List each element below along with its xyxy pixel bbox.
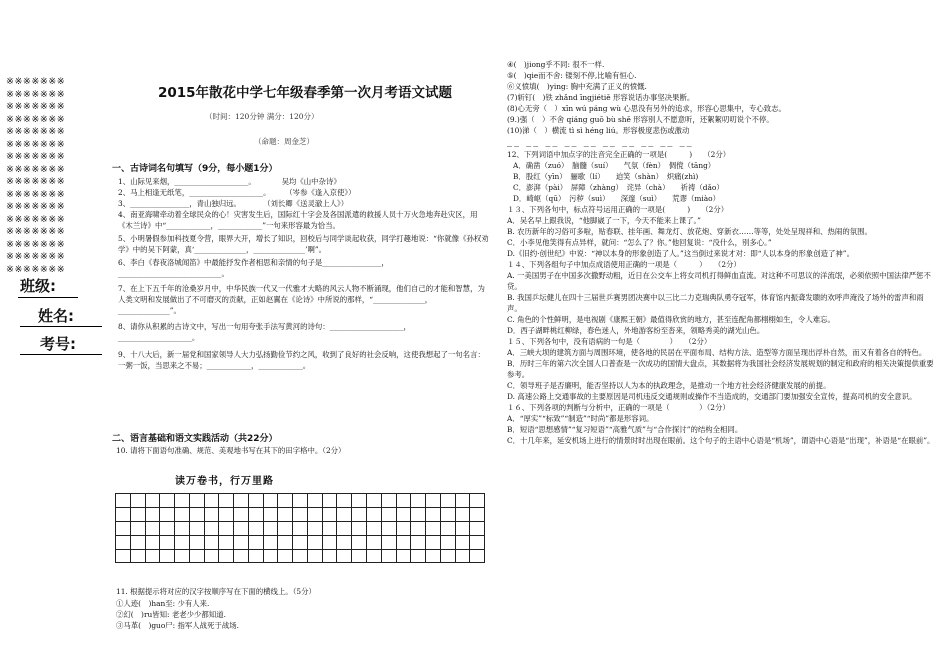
grid-cell[interactable] (470, 549, 485, 563)
question-11: 11. 根据提示将对应的汉字按顺序写在下面的横线上。（5分） (116, 587, 316, 596)
q13-option: B. 农历新年的习俗可多啦，贴春联、挂年画、舞龙灯、放花炮、穿新衣……等等，处处呈现祥和、热闹的氛围。 (507, 227, 872, 236)
grid-cell[interactable] (146, 549, 161, 563)
grid-cell[interactable] (308, 549, 323, 563)
question-14: １４、下列各组句子中加点成语使用正确的一项是（ ） （2分） (507, 260, 741, 269)
section1-heading: 一、古诗词名句填写（9分，每小题1分） (112, 164, 278, 174)
pattern-row: ※※※※※※※ (6, 138, 66, 150)
grid-cell[interactable] (293, 507, 308, 521)
grid-cell[interactable] (470, 507, 485, 521)
q13-option: A．吴名早上跟我说，“他脚崴了一下，今天不能来上课了。” (507, 216, 701, 225)
q11-item: (10)涕（ ）横流 tì sì héng liú。形容极度悲伤或激动 (507, 126, 690, 135)
grid-cell[interactable] (411, 493, 426, 507)
q14-option: B. 我国乒坛健儿在四十三届世乒赛男团决赛中以三比二力克瑞典队勇夺冠军，体育馆内振聋发聩的欢呼声淹没了场外的雷声和雨声。 (507, 293, 924, 313)
grid-cell[interactable] (175, 535, 190, 549)
grid-cell[interactable] (367, 549, 382, 563)
grid-cell[interactable] (293, 493, 308, 507)
grid-cell[interactable] (308, 493, 323, 507)
grid-cell[interactable] (131, 535, 146, 549)
grid-cell[interactable] (190, 521, 205, 535)
grid-cell[interactable] (205, 549, 220, 563)
q14-option: C. 角色的个性鲜明，是电视剧《康熙王朝》最值得欣赏的地方，甚至连配角都栩栩如生，令人难忘。 (507, 315, 835, 324)
question-1: 1、山际见来烟，____________________。 吴均《山中杂诗》 (118, 177, 341, 186)
grid-cell[interactable] (116, 549, 131, 563)
grid-cell[interactable] (249, 521, 264, 535)
q12-option: C．澎湃（pài） 屏障（zhàng） 诧异（chà） 祈祷（dǎo） (513, 183, 724, 192)
grid-cell[interactable] (352, 507, 367, 521)
grid-cell[interactable] (264, 535, 279, 549)
section2-heading: 二、语言基础和语文实践活动（共22分） (112, 434, 278, 444)
grid-cell[interactable] (456, 493, 471, 507)
q11-item: ④( )jiong乎不同: 很不一样. (507, 60, 605, 69)
grid-cell[interactable] (205, 535, 220, 549)
grid-cell[interactable] (116, 535, 131, 549)
grid-row (115, 521, 485, 535)
grid-cell[interactable] (264, 521, 279, 535)
grid-cell[interactable] (426, 549, 441, 563)
grid-cell[interactable] (426, 535, 441, 549)
grid-cell[interactable] (456, 535, 471, 549)
grid-cell[interactable] (470, 493, 485, 507)
q16-option: B．短语“思想感情”“复习短语”“高雅气质”与“合作探讨”的结构全相同。 (507, 425, 743, 434)
grid-cell[interactable] (249, 549, 264, 563)
grid-cell[interactable] (264, 549, 279, 563)
grid-cell[interactable] (131, 549, 146, 563)
calligraphy-prompt: 读万卷书，行万里路 (175, 476, 274, 487)
pattern-row: ※※※※※※※ (6, 251, 66, 262)
q16-option: C．十几年来，延安机场上进行的情景时时出现在眼前。这个句子的主语中心语是“机场”，谓语中心语是“出现”，补语是“在眼前”。 (507, 436, 935, 445)
grid-cell[interactable] (308, 535, 323, 549)
q14-option: A. 一美国男子在中国多次撒野动粗，近日在公交车上将女司机打得鲜血直流。对这种不可思议的洋流氓，必须依照中国法律严惩不贷。 (507, 271, 931, 291)
pattern-row: ※※※※※※※ (6, 188, 66, 200)
answer-blanks[interactable]: __ __ __ __ __ __ __ __ __ __ (507, 136, 694, 147)
writing-grid[interactable] (115, 493, 485, 563)
grid-cell[interactable] (234, 507, 249, 521)
grid-cell[interactable] (205, 521, 220, 535)
grid-row (115, 507, 485, 521)
grid-cell[interactable] (367, 493, 382, 507)
grid-cell[interactable] (234, 535, 249, 549)
grid-cell[interactable] (308, 521, 323, 535)
grid-cell[interactable] (352, 549, 367, 563)
grid-cell[interactable] (352, 493, 367, 507)
grid-cell[interactable] (278, 507, 293, 521)
grid-cell[interactable] (470, 521, 485, 535)
question-11-items (112, 598, 496, 631)
class-label: 班级: (20, 277, 56, 295)
grid-cell[interactable] (131, 521, 146, 535)
grid-cell[interactable] (234, 521, 249, 535)
grid-cell[interactable] (278, 493, 293, 507)
grid-cell[interactable] (367, 507, 382, 521)
grid-cell[interactable] (367, 535, 382, 549)
name-field[interactable] (20, 326, 102, 327)
grid-cell[interactable] (146, 493, 161, 507)
grid-cell[interactable] (205, 493, 220, 507)
question-13: １３、下列各句中，标点符号运用正确的一项是( ) （2分） (507, 205, 729, 214)
grid-row (115, 535, 485, 549)
pattern-row: ※※※※※※※ (6, 151, 66, 162)
question-9: 9、十八大后，新一届党和国家领导人大力弘扬勤俭节约之风，收到了良好的社会反响，这使我想起了一句名言：一粥一饭，当思来之不易；____________，____________。 (118, 350, 485, 370)
q16-option: A．“厚实”“标致”“制造”“时尚”都是形容词。 (507, 414, 654, 423)
q11-item: ⑥义愤填( )ying: 胸中充满了正义的愤慨. (507, 82, 647, 91)
grid-cell[interactable] (441, 493, 456, 507)
grid-cell[interactable] (190, 507, 205, 521)
question-2: 2、马上相逢无纸笔，____________________。 （岑参《逢入京使》） (118, 188, 356, 197)
name-label: 姓名: (38, 307, 74, 325)
grid-cell[interactable] (249, 493, 264, 507)
pattern-row: ※※※※※※※ (6, 213, 66, 225)
q12-option: B．股红（yīn） 骊歌（lí） 迫笑（shàn） 炽痛(zhì) (513, 172, 699, 181)
pattern-row: ※※※※※※※ (6, 88, 66, 100)
grid-cell[interactable] (293, 521, 308, 535)
q11-item: (8)心无旁（ ）xīn wú páng wù 心思没有另外的追求，形容心思集中，专心致志。 (507, 104, 786, 113)
question-11-continued (507, 59, 937, 446)
question-4: 4、南亚海啸牵动着全球民众的心！灾害发生后，国际红十字会及各国派遣的救援人员十万火急地奔赴灾区，用《木兰诗》中“____________，____________”一句来形容最为恰当。 (118, 210, 478, 230)
grid-cell[interactable] (234, 549, 249, 563)
grid-cell[interactable] (190, 549, 205, 563)
grid-cell[interactable] (337, 521, 352, 535)
grid-cell[interactable] (249, 507, 264, 521)
grid-cell[interactable] (175, 493, 190, 507)
q11-item: (7)斩钉( )铁 zhǎnd īngjiétiě 形容说话办事坚决果断。 (507, 93, 695, 102)
q12-option: A．确凿（zuó） 脑髓（suí） 气氛（fèn） 倜傥（tāng） (513, 161, 716, 170)
grid-cell[interactable] (456, 549, 471, 563)
grid-cell[interactable] (397, 535, 412, 549)
decorative-pattern (6, 76, 98, 276)
q11-item: ②幻( )ru皆知: 老老少少都知道. (116, 610, 226, 619)
pattern-row: ※※※※※※※ (6, 113, 66, 125)
grid-cell[interactable] (308, 507, 323, 521)
section1-questions (112, 176, 492, 371)
grid-cell[interactable] (175, 507, 190, 521)
question-7: 7、在上下五千年的沧桑岁月中，中华民族一代又一代雅才大略的风云人物不断涌现，他们自己的才能和智慧，为人类文明和发展做出了不可磨灭的贡献，正如赵翼在《论诗》中所说的那样，“______________，______________”。 (118, 284, 485, 315)
grid-cell[interactable] (116, 493, 131, 507)
q14-option: D．西子湖畔桃红柳绿，春色迷人，外地游客纷至沓来，领略秀美的湖光山色。 (507, 326, 765, 335)
q11-item: ③马革( )guo尸: 指军人战死于战场. (116, 621, 239, 630)
grid-cell[interactable] (190, 535, 205, 549)
pattern-row: ※※※※※※※ (6, 163, 66, 175)
grid-cell[interactable] (441, 507, 456, 521)
grid-cell[interactable] (441, 521, 456, 535)
question-8: 8、请你从积累的古诗文中，写出一句用夸张手法写黄河的诗句：____________________，____________________。 (118, 322, 411, 342)
grid-cell[interactable] (382, 535, 397, 549)
grid-cell[interactable] (397, 493, 412, 507)
grid-cell[interactable] (337, 549, 352, 563)
grid-row (115, 549, 485, 563)
question-10: 10. 请将下面语句准确、规范、美观地书写在其下的田字格中。（2分） (116, 446, 346, 455)
pattern-row: ※※※※※※※ (6, 263, 66, 275)
grid-cell[interactable] (411, 507, 426, 521)
grid-cell[interactable] (426, 521, 441, 535)
seal-line-margin (6, 76, 98, 276)
question-6: 6、李白《春夜洛城闻笛》中最能抒发作者相思和亲情的句子是________________，____________________________。 (118, 258, 389, 278)
grid-cell[interactable] (205, 507, 220, 521)
q12-option: D．崎岖（qū） 污秽（suì） 深邃（suì） 荒谬（miào） (513, 194, 720, 203)
grid-cell[interactable] (160, 521, 175, 535)
grid-cell[interactable] (249, 535, 264, 549)
grid-cell[interactable] (441, 549, 456, 563)
grid-cell[interactable] (441, 535, 456, 549)
grid-cell[interactable] (146, 535, 161, 549)
grid-cell[interactable] (175, 549, 190, 563)
pattern-row: ※※※※※※※ (6, 176, 66, 187)
grid-cell[interactable] (131, 493, 146, 507)
q13-option: C．小李见他笑得有点异样，就问：“怎么了？你。”他回复说：“没什么，别多心。” (507, 238, 772, 247)
grid-cell[interactable] (411, 549, 426, 563)
grid-cell[interactable] (323, 521, 338, 535)
grid-cell[interactable] (382, 507, 397, 521)
grid-cell[interactable] (323, 507, 338, 521)
exam-number-label: 考号: (40, 335, 76, 353)
pattern-row: ※※※※※※※ (6, 126, 66, 137)
grid-cell[interactable] (352, 521, 367, 535)
grid-cell[interactable] (382, 549, 397, 563)
q15-option: C．领导班子是否廉明，能否坚持以人为本的执政理念，是推动一个地方社会经济健康发展的前提。 (507, 381, 831, 390)
grid-cell[interactable] (337, 507, 352, 521)
grid-cell[interactable] (470, 535, 485, 549)
grid-cell[interactable] (293, 535, 308, 549)
grid-cell[interactable] (234, 493, 249, 507)
grid-cell[interactable] (456, 521, 471, 535)
q11-item: ①人迹( )han至: 少有人来. (116, 599, 210, 608)
grid-cell[interactable] (116, 521, 131, 535)
grid-cell[interactable] (160, 535, 175, 549)
grid-cell[interactable] (278, 521, 293, 535)
grid-cell[interactable] (323, 535, 338, 549)
grid-cell[interactable] (397, 507, 412, 521)
grid-cell[interactable] (264, 493, 279, 507)
question-15: １５、下列各句中，没有语病的一句是（ ） （2分） (507, 337, 712, 346)
grid-cell[interactable] (160, 549, 175, 563)
grid-row (115, 493, 485, 507)
author-line: （命题：周金芝） (254, 137, 314, 146)
grid-cell[interactable] (411, 535, 426, 549)
pattern-row: ※※※※※※※ (6, 76, 66, 87)
exam-title: 2015年散花中学七年级春季第一次月考语文试题 (157, 85, 453, 101)
grid-cell[interactable] (278, 535, 293, 549)
grid-cell[interactable] (411, 521, 426, 535)
grid-cell[interactable] (160, 493, 175, 507)
grid-cell[interactable] (426, 507, 441, 521)
grid-cell[interactable] (293, 549, 308, 563)
q11-item: (9.)强（ ）不舍 qiáng guō bù shě 形容别人不愿意听，还絮絮叨叨说个不停。 (507, 115, 774, 124)
grid-cell[interactable] (337, 493, 352, 507)
grid-cell[interactable] (219, 549, 234, 563)
pattern-row: ※※※※※※※ (6, 226, 66, 237)
grid-cell[interactable] (116, 507, 131, 521)
q15-option: B．历时三年的第六次全国人口普查是一次成功的国情大盘点，其数据将为我国社会经济发展规划的制定和政府的相关决策提供重要参考。 (507, 359, 934, 379)
time-info: （时间：120分钟 满分：120分） (205, 112, 319, 121)
grid-cell[interactable] (219, 507, 234, 521)
pattern-row: ※※※※※※※ (6, 238, 66, 250)
exam-number-field[interactable] (20, 354, 102, 355)
grid-cell[interactable] (146, 521, 161, 535)
grid-cell[interactable] (367, 521, 382, 535)
grid-cell[interactable] (146, 507, 161, 521)
grid-cell[interactable] (219, 521, 234, 535)
grid-cell[interactable] (352, 535, 367, 549)
grid-cell[interactable] (219, 535, 234, 549)
grid-cell[interactable] (382, 521, 397, 535)
grid-cell[interactable] (278, 549, 293, 563)
question-16: １６、下列各项的判断与分析中，正确的一项是（ ）（2分） (507, 403, 730, 412)
grid-cell[interactable] (160, 507, 175, 521)
grid-cell[interactable] (323, 549, 338, 563)
grid-cell[interactable] (397, 549, 412, 563)
pattern-row: ※※※※※※※ (6, 201, 66, 212)
grid-cell[interactable] (337, 535, 352, 549)
grid-cell[interactable] (264, 507, 279, 521)
class-field[interactable] (18, 297, 78, 298)
grid-cell[interactable] (426, 493, 441, 507)
grid-cell[interactable] (323, 493, 338, 507)
grid-cell[interactable] (456, 507, 471, 521)
q13-option: D.《旧约·创世纪》中说：“神以本身的形象创造了人。”这当倒过来说才对：即“人以本身的形象创造了神”。 (507, 249, 854, 258)
grid-cell[interactable] (382, 493, 397, 507)
grid-cell[interactable] (131, 507, 146, 521)
pattern-row: ※※※※※※※ (6, 101, 66, 112)
q11-item: ⑤( )qie而不舍: 镂刻不停,比喻有恒心. (507, 71, 637, 80)
grid-cell[interactable] (397, 521, 412, 535)
q15-option: A．三峡大坝的建筑方面与周围环境，使各地的民居在平面布局、结构方法、造型等方面呈现出浮朴自然，而又有着各自的特色。 (507, 348, 927, 357)
grid-cell[interactable] (219, 493, 234, 507)
grid-cell[interactable] (190, 493, 205, 507)
q15-option: D. 高速公路上交通事故的主要原因是司机违反交通规则或操作不当造成的，交通部门要加强安全宣传，提高司机的安全意识。 (507, 392, 917, 401)
question-3: 3、________________，青山独归远。 （刘长卿《送灵澈上人》） (118, 199, 349, 208)
question-5: 5、小明暑假参加科技夏令营，眼界大开，增长了知识，回校后与同学谈起收获，同学打趣地说：“你就像《孙权劝学》中的吴下阿蒙，真‘______________，______________’啊”。 (118, 234, 489, 254)
question-12: 12、下列词语中加点字的注音完全正确的一项是( ) （2分） (507, 150, 731, 159)
grid-cell[interactable] (175, 521, 190, 535)
